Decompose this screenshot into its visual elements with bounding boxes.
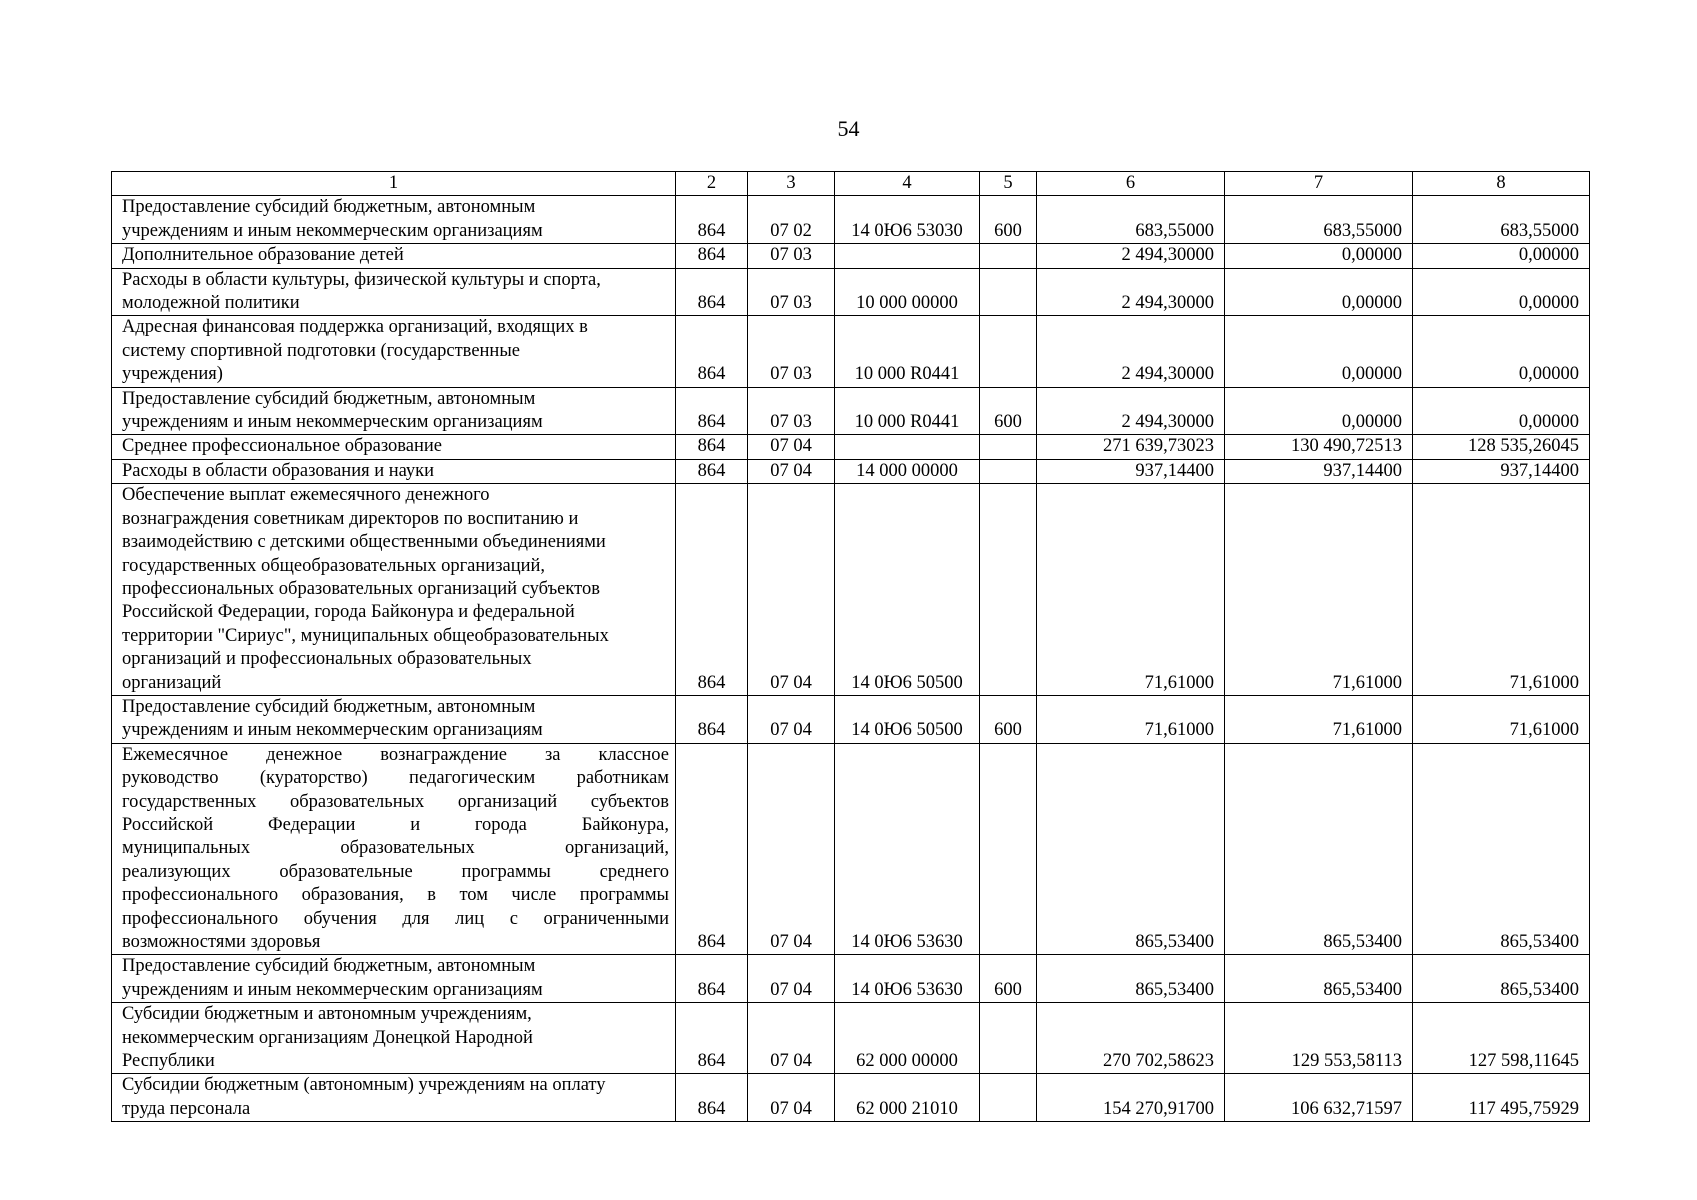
target-article-code bbox=[835, 244, 980, 268]
ministry-code: 864 bbox=[676, 196, 748, 244]
amount-col7: 129 553,58113 bbox=[1225, 1003, 1413, 1074]
description-line: Субсидии бюджетным (автономным) учреждениям на оплату bbox=[122, 1075, 606, 1096]
amount-col8: 937,14400 bbox=[1413, 459, 1590, 483]
amount-col7: 71,61000 bbox=[1225, 695, 1413, 743]
table-row bbox=[112, 695, 1590, 743]
column-header: 5 bbox=[980, 172, 1037, 196]
amount-col8: 127 598,11645 bbox=[1413, 1003, 1590, 1074]
section-code: 07 04 bbox=[748, 484, 835, 696]
target-article-code: 14 0Ю6 50500 bbox=[835, 695, 980, 743]
amount-col8: 71,61000 bbox=[1413, 695, 1590, 743]
amount-col6: 2 494,30000 bbox=[1037, 316, 1225, 387]
description-line: организаций bbox=[122, 672, 222, 693]
description-line: Расходы в области образования и науки bbox=[122, 460, 435, 481]
ministry-code: 864 bbox=[676, 955, 748, 1003]
expense-type-code bbox=[980, 244, 1037, 268]
description-line: некоммерческим организациям Донецкой Народной bbox=[122, 1027, 533, 1048]
target-article-code: 14 0Ю6 53030 bbox=[835, 196, 980, 244]
expense-type-code: 600 bbox=[980, 387, 1037, 435]
table-row bbox=[112, 743, 1590, 955]
ministry-code: 864 bbox=[676, 743, 748, 955]
section-code: 07 04 bbox=[748, 435, 835, 459]
target-article-code: 10 000 R0441 bbox=[835, 316, 980, 387]
expense-type-code: 600 bbox=[980, 196, 1037, 244]
ministry-code: 864 bbox=[676, 387, 748, 435]
amount-col6: 865,53400 bbox=[1037, 743, 1225, 955]
ministry-code: 864 bbox=[676, 695, 748, 743]
row-description bbox=[112, 196, 676, 244]
section-code: 07 03 bbox=[748, 244, 835, 268]
budget-table bbox=[111, 171, 1590, 1122]
table-row bbox=[112, 1074, 1590, 1122]
table-row bbox=[112, 268, 1590, 316]
amount-col7: 937,14400 bbox=[1225, 459, 1413, 483]
row-description bbox=[112, 244, 676, 268]
header-row bbox=[112, 172, 1590, 196]
ministry-code: 864 bbox=[676, 1074, 748, 1122]
section-code: 07 03 bbox=[748, 268, 835, 316]
amount-col6: 2 494,30000 bbox=[1037, 268, 1225, 316]
page-number: 54 bbox=[837, 116, 860, 141]
description-line: Ежемесячное денежное вознаграждение за классное bbox=[122, 744, 669, 765]
row-description bbox=[112, 459, 676, 483]
section-code: 07 04 bbox=[748, 743, 835, 955]
expense-type-code bbox=[980, 1074, 1037, 1122]
ministry-code: 864 bbox=[676, 435, 748, 459]
row-description bbox=[112, 316, 676, 387]
description-line: государственных образовательных организаций субъектов bbox=[122, 791, 669, 812]
amount-col8: 865,53400 bbox=[1413, 955, 1590, 1003]
ministry-code: 864 bbox=[676, 459, 748, 483]
amount-col6: 71,61000 bbox=[1037, 484, 1225, 696]
description-line: возможностями здоровья bbox=[122, 932, 321, 952]
expense-type-code bbox=[980, 316, 1037, 387]
description-line: Российской Федерации, города Байконура и федеральной bbox=[122, 602, 575, 623]
description-line: труда персонала bbox=[122, 1098, 251, 1119]
section-code: 07 04 bbox=[748, 955, 835, 1003]
target-article-code: 14 0Ю6 50500 bbox=[835, 484, 980, 696]
expense-type-code: 600 bbox=[980, 695, 1037, 743]
expense-type-code bbox=[980, 484, 1037, 696]
amount-col7: 0,00000 bbox=[1225, 387, 1413, 435]
description-line: систему спортивной подготовки (государственные bbox=[122, 340, 520, 361]
description-line: Республики bbox=[122, 1051, 215, 1072]
table-row bbox=[112, 316, 1590, 387]
amount-col7: 865,53400 bbox=[1225, 743, 1413, 955]
amount-col8: 117 495,75929 bbox=[1413, 1074, 1590, 1122]
target-article-code: 14 0Ю6 53630 bbox=[835, 743, 980, 955]
amount-col8: 0,00000 bbox=[1413, 268, 1590, 316]
description-line: Предоставление субсидий бюджетным, автономным bbox=[122, 696, 536, 717]
description-line: Дополнительное образование детей bbox=[122, 245, 404, 266]
description-line: территории "Сириус", муниципальных общеобразовательных bbox=[122, 625, 609, 646]
ministry-code: 864 bbox=[676, 1003, 748, 1074]
row-description bbox=[112, 484, 676, 696]
amount-col6: 683,55000 bbox=[1037, 196, 1225, 244]
column-header: 7 bbox=[1225, 172, 1413, 196]
row-description bbox=[112, 955, 676, 1003]
target-article-code: 14 0Ю6 53630 bbox=[835, 955, 980, 1003]
expense-type-code bbox=[980, 459, 1037, 483]
amount-col8: 128 535,26045 bbox=[1413, 435, 1590, 459]
amount-col6: 71,61000 bbox=[1037, 695, 1225, 743]
description-line: учреждения) bbox=[122, 364, 223, 385]
description-line: организаций и профессиональных образовательных bbox=[122, 649, 532, 670]
amount-col6: 2 494,30000 bbox=[1037, 387, 1225, 435]
amount-col8: 0,00000 bbox=[1413, 244, 1590, 268]
table-row bbox=[112, 244, 1590, 268]
ministry-code: 864 bbox=[676, 316, 748, 387]
description-line: государственных общеобразовательных организаций, bbox=[122, 555, 546, 576]
amount-col6: 270 702,58623 bbox=[1037, 1003, 1225, 1074]
ministry-code: 864 bbox=[676, 484, 748, 696]
column-header: 4 bbox=[835, 172, 980, 196]
table-row bbox=[112, 484, 1590, 696]
amount-col8: 865,53400 bbox=[1413, 743, 1590, 955]
row-description bbox=[112, 1074, 676, 1122]
column-header: 1 bbox=[112, 172, 676, 196]
amount-col6: 154 270,91700 bbox=[1037, 1074, 1225, 1122]
table-row bbox=[112, 435, 1590, 459]
amount-col7: 0,00000 bbox=[1225, 316, 1413, 387]
description-line: Расходы в области культуры, физической культуры и спорта, bbox=[122, 269, 601, 290]
row-description bbox=[112, 1003, 676, 1074]
row-description bbox=[112, 435, 676, 459]
amount-col8: 683,55000 bbox=[1413, 196, 1590, 244]
table-row bbox=[112, 459, 1590, 483]
section-code: 07 03 bbox=[748, 316, 835, 387]
ministry-code: 864 bbox=[676, 268, 748, 316]
ministry-code: 864 bbox=[676, 244, 748, 268]
amount-col7: 0,00000 bbox=[1225, 268, 1413, 316]
amount-col6: 937,14400 bbox=[1037, 459, 1225, 483]
amount-col7: 130 490,72513 bbox=[1225, 435, 1413, 459]
section-code: 07 04 bbox=[748, 459, 835, 483]
description-line: Адресная финансовая поддержка организаций, входящих в bbox=[122, 317, 588, 338]
description-line: Предоставление субсидий бюджетным, автономным bbox=[122, 197, 536, 218]
amount-col8: 0,00000 bbox=[1413, 316, 1590, 387]
amount-col7: 683,55000 bbox=[1225, 196, 1413, 244]
description-line: учреждениям и иным некоммерческим организациям bbox=[122, 220, 543, 241]
row-description bbox=[112, 743, 676, 955]
description-line: молодежной политики bbox=[122, 293, 300, 314]
target-article-code: 14 000 00000 bbox=[835, 459, 980, 483]
description-line: Среднее профессиональное образование bbox=[122, 436, 442, 457]
amount-col6: 2 494,30000 bbox=[1037, 244, 1225, 268]
description-line: Субсидии бюджетным и автономным учреждениям, bbox=[122, 1004, 532, 1025]
column-header: 8 bbox=[1413, 172, 1590, 196]
section-code: 07 02 bbox=[748, 196, 835, 244]
table-row bbox=[112, 196, 1590, 244]
target-article-code: 10 000 R0441 bbox=[835, 387, 980, 435]
section-code: 07 04 bbox=[748, 1074, 835, 1122]
target-article-code bbox=[835, 435, 980, 459]
description-line: профессионального обучения для лиц с ограниченными bbox=[122, 908, 669, 929]
description-line: Предоставление субсидий бюджетным, автономным bbox=[122, 388, 536, 409]
table-row bbox=[112, 1003, 1590, 1074]
description-line: профессиональных образовательных организаций субъектов bbox=[122, 578, 600, 599]
row-description bbox=[112, 387, 676, 435]
target-article-code: 62 000 21010 bbox=[835, 1074, 980, 1122]
amount-col7: 0,00000 bbox=[1225, 244, 1413, 268]
description-line: муниципальных образовательных организаций, bbox=[122, 838, 669, 859]
expense-type-code bbox=[980, 268, 1037, 316]
column-header: 6 bbox=[1037, 172, 1225, 196]
table-row bbox=[112, 387, 1590, 435]
description-line: учреждениям и иным некоммерческим организациям bbox=[122, 720, 543, 741]
expense-type-code bbox=[980, 743, 1037, 955]
table-row bbox=[112, 955, 1590, 1003]
column-header: 3 bbox=[748, 172, 835, 196]
amount-col7: 865,53400 bbox=[1225, 955, 1413, 1003]
row-description bbox=[112, 268, 676, 316]
description-line: Предоставление субсидий бюджетным, автономным bbox=[122, 956, 536, 977]
amount-col6: 271 639,73023 bbox=[1037, 435, 1225, 459]
section-code: 07 04 bbox=[748, 695, 835, 743]
amount-col8: 71,61000 bbox=[1413, 484, 1590, 696]
description-line: Обеспечение выплат ежемесячного денежного bbox=[122, 485, 490, 506]
description-line: учреждениям и иным некоммерческим организациям bbox=[122, 979, 543, 1000]
description-line: взаимодействию с детскими общественными объединениями bbox=[122, 532, 606, 553]
description-line: Российской Федерации и города Байконура, bbox=[122, 814, 669, 835]
amount-col7: 71,61000 bbox=[1225, 484, 1413, 696]
description-line: вознаграждения советникам директоров по воспитанию и bbox=[122, 508, 579, 529]
table-body bbox=[112, 196, 1590, 1122]
section-code: 07 04 bbox=[748, 1003, 835, 1074]
amount-col8: 0,00000 bbox=[1413, 387, 1590, 435]
column-header: 2 bbox=[676, 172, 748, 196]
description-line: руководство (кураторство) педагогическим работникам bbox=[122, 768, 669, 789]
section-code: 07 03 bbox=[748, 387, 835, 435]
row-description bbox=[112, 695, 676, 743]
description-line: реализующих образовательные программы среднего bbox=[122, 861, 669, 882]
expense-type-code bbox=[980, 435, 1037, 459]
description-line: учреждениям и иным некоммерческим организациям bbox=[122, 412, 543, 433]
amount-col6: 865,53400 bbox=[1037, 955, 1225, 1003]
expense-type-code bbox=[980, 1003, 1037, 1074]
amount-col7: 106 632,71597 bbox=[1225, 1074, 1413, 1122]
target-article-code: 62 000 00000 bbox=[835, 1003, 980, 1074]
expense-type-code: 600 bbox=[980, 955, 1037, 1003]
target-article-code: 10 000 00000 bbox=[835, 268, 980, 316]
description-line: профессионального образования, в том числе программы bbox=[122, 885, 669, 906]
